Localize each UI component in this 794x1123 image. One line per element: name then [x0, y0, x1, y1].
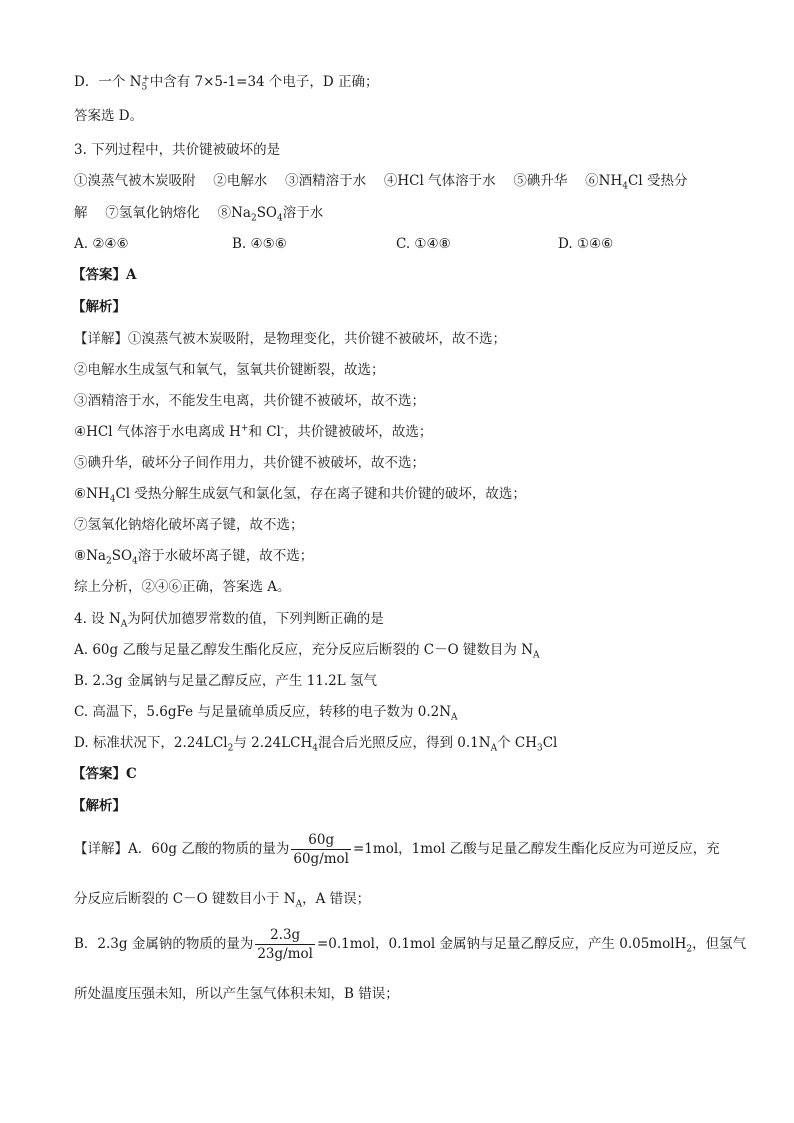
line-answer-prev: 答案选 D。: [74, 108, 144, 124]
detail-3-line-6: $⑥NH_4Cl$ 受热分解生成氨气和氯化氢，存在离子键和共价键的破坏，故选；: [74, 486, 526, 505]
detail-4-line-2: 分反应后断裂的 C－O 键数目小于 $N_A$，A 错误；: [74, 891, 371, 910]
analysis-3-label: 【解析】: [72, 299, 126, 315]
detail-3-line-1: 【详解】①溴蒸气被木炭吸附，是物理变化，共价键不被破坏，故不选；: [74, 331, 506, 347]
answer-4: 【答案】C: [72, 766, 137, 782]
line-d-conclusion: D．一个 $N_5^+$中含有 7×5-1=34 个电子，D 正确；: [74, 73, 379, 93]
question-3-title: 3. 下列过程中，共价键被破坏的是: [74, 142, 281, 158]
detail-4-line-1: 【详解】A．60g 乙酸的物质的量为 $\frac{60g}{\text{60g/mol}}$ =1mol，1mol 乙酸与足量乙醇发生酯化反应为可逆反应，充: [74, 832, 720, 867]
analysis-4-label: 【解析】: [72, 798, 126, 814]
detail-3-line-8: $⑧Na_2SO_4$溶于水破坏离子键，故不选；: [74, 548, 314, 567]
detail-3-line-3: ③酒精溶于水，不能发生电离，共价键不被破坏，故不选；: [74, 393, 425, 409]
question-3-option-b: B. ④⑤⑥: [232, 236, 287, 252]
question-3-items-2: 解 ⑦氢氧化钠熔化 $⑧Na_2SO_4$溶于水: [74, 205, 324, 224]
fraction-sodium: $\frac{2.3g}{\text{23g/mol}}$: [257, 927, 313, 962]
detail-4-line-3: B．2.3g 金属钠的物质的量为 $\frac{2.3g}{\text{23g/mol}}$ =0.1mol，0.1mol 金属钠与足量乙醇反应，产生 0.05molH$_2$，但氢气: [74, 927, 747, 962]
fraction-acetic-acid: $\frac{60g}{\text{60g/mol}}$: [293, 832, 349, 867]
detail-3-summary: 综上分析，②④⑥正确，答案选 A。: [74, 579, 291, 595]
question-4-title: 4. 设 $N_A$为阿伏加德罗常数的值，下列判断正确的是: [74, 611, 384, 630]
question-3-option-c: C. ①④⑧: [396, 236, 451, 252]
question-3-option-a: A. ②④⑥: [74, 236, 129, 252]
answer-3: 【答案】A: [72, 267, 137, 283]
detail-4-line-4: 所处温度压强未知，所以产生氢气体积未知，B 错误；: [74, 986, 399, 1002]
question-4-option-a: A. 60g 乙酸与足量乙醇发生酯化反应，充分反应后断裂的 C－O 键数目为 $N_A$: [74, 642, 540, 661]
question-4-option-d: D. 标准状况下，2.24LCl$_2$与 $2.24LCH_4$混合后光照反应，得到 $0.1N_A$个 $CH_3Cl$: [74, 735, 558, 754]
question-3-items-1: ①溴蒸气被木炭吸附 ②电解水 ③酒精溶于水 ④HCl 气体溶于水 ⑤碘升华 $⑥NH_4Cl$ 受热分: [74, 173, 688, 192]
question-3-option-d: D. ①④⑥: [558, 236, 614, 252]
question-4-option-b: B. 2.3g 金属钠与足量乙醇反应，产生 11.2L 氢气: [74, 673, 378, 689]
detail-3-line-4: ④HCl 气体溶于水电离成 H+和 Cl-，共价键被破坏，故选；: [74, 423, 433, 440]
detail-3-line-5: ⑤碘升华，破坏分子间作用力，共价键不被破坏，故不选；: [74, 455, 425, 471]
question-4-option-c: C. 高温下，5.6gFe 与足量硫单质反应，转移的电子数为 $0.2N_A$: [74, 704, 458, 723]
detail-3-line-2: ②电解水生成氢气和氧气，氢氧共价键断裂，故选；: [74, 362, 385, 378]
detail-3-line-7: ⑦氢氧化钠熔化破坏离子键，故不选；: [74, 517, 304, 533]
